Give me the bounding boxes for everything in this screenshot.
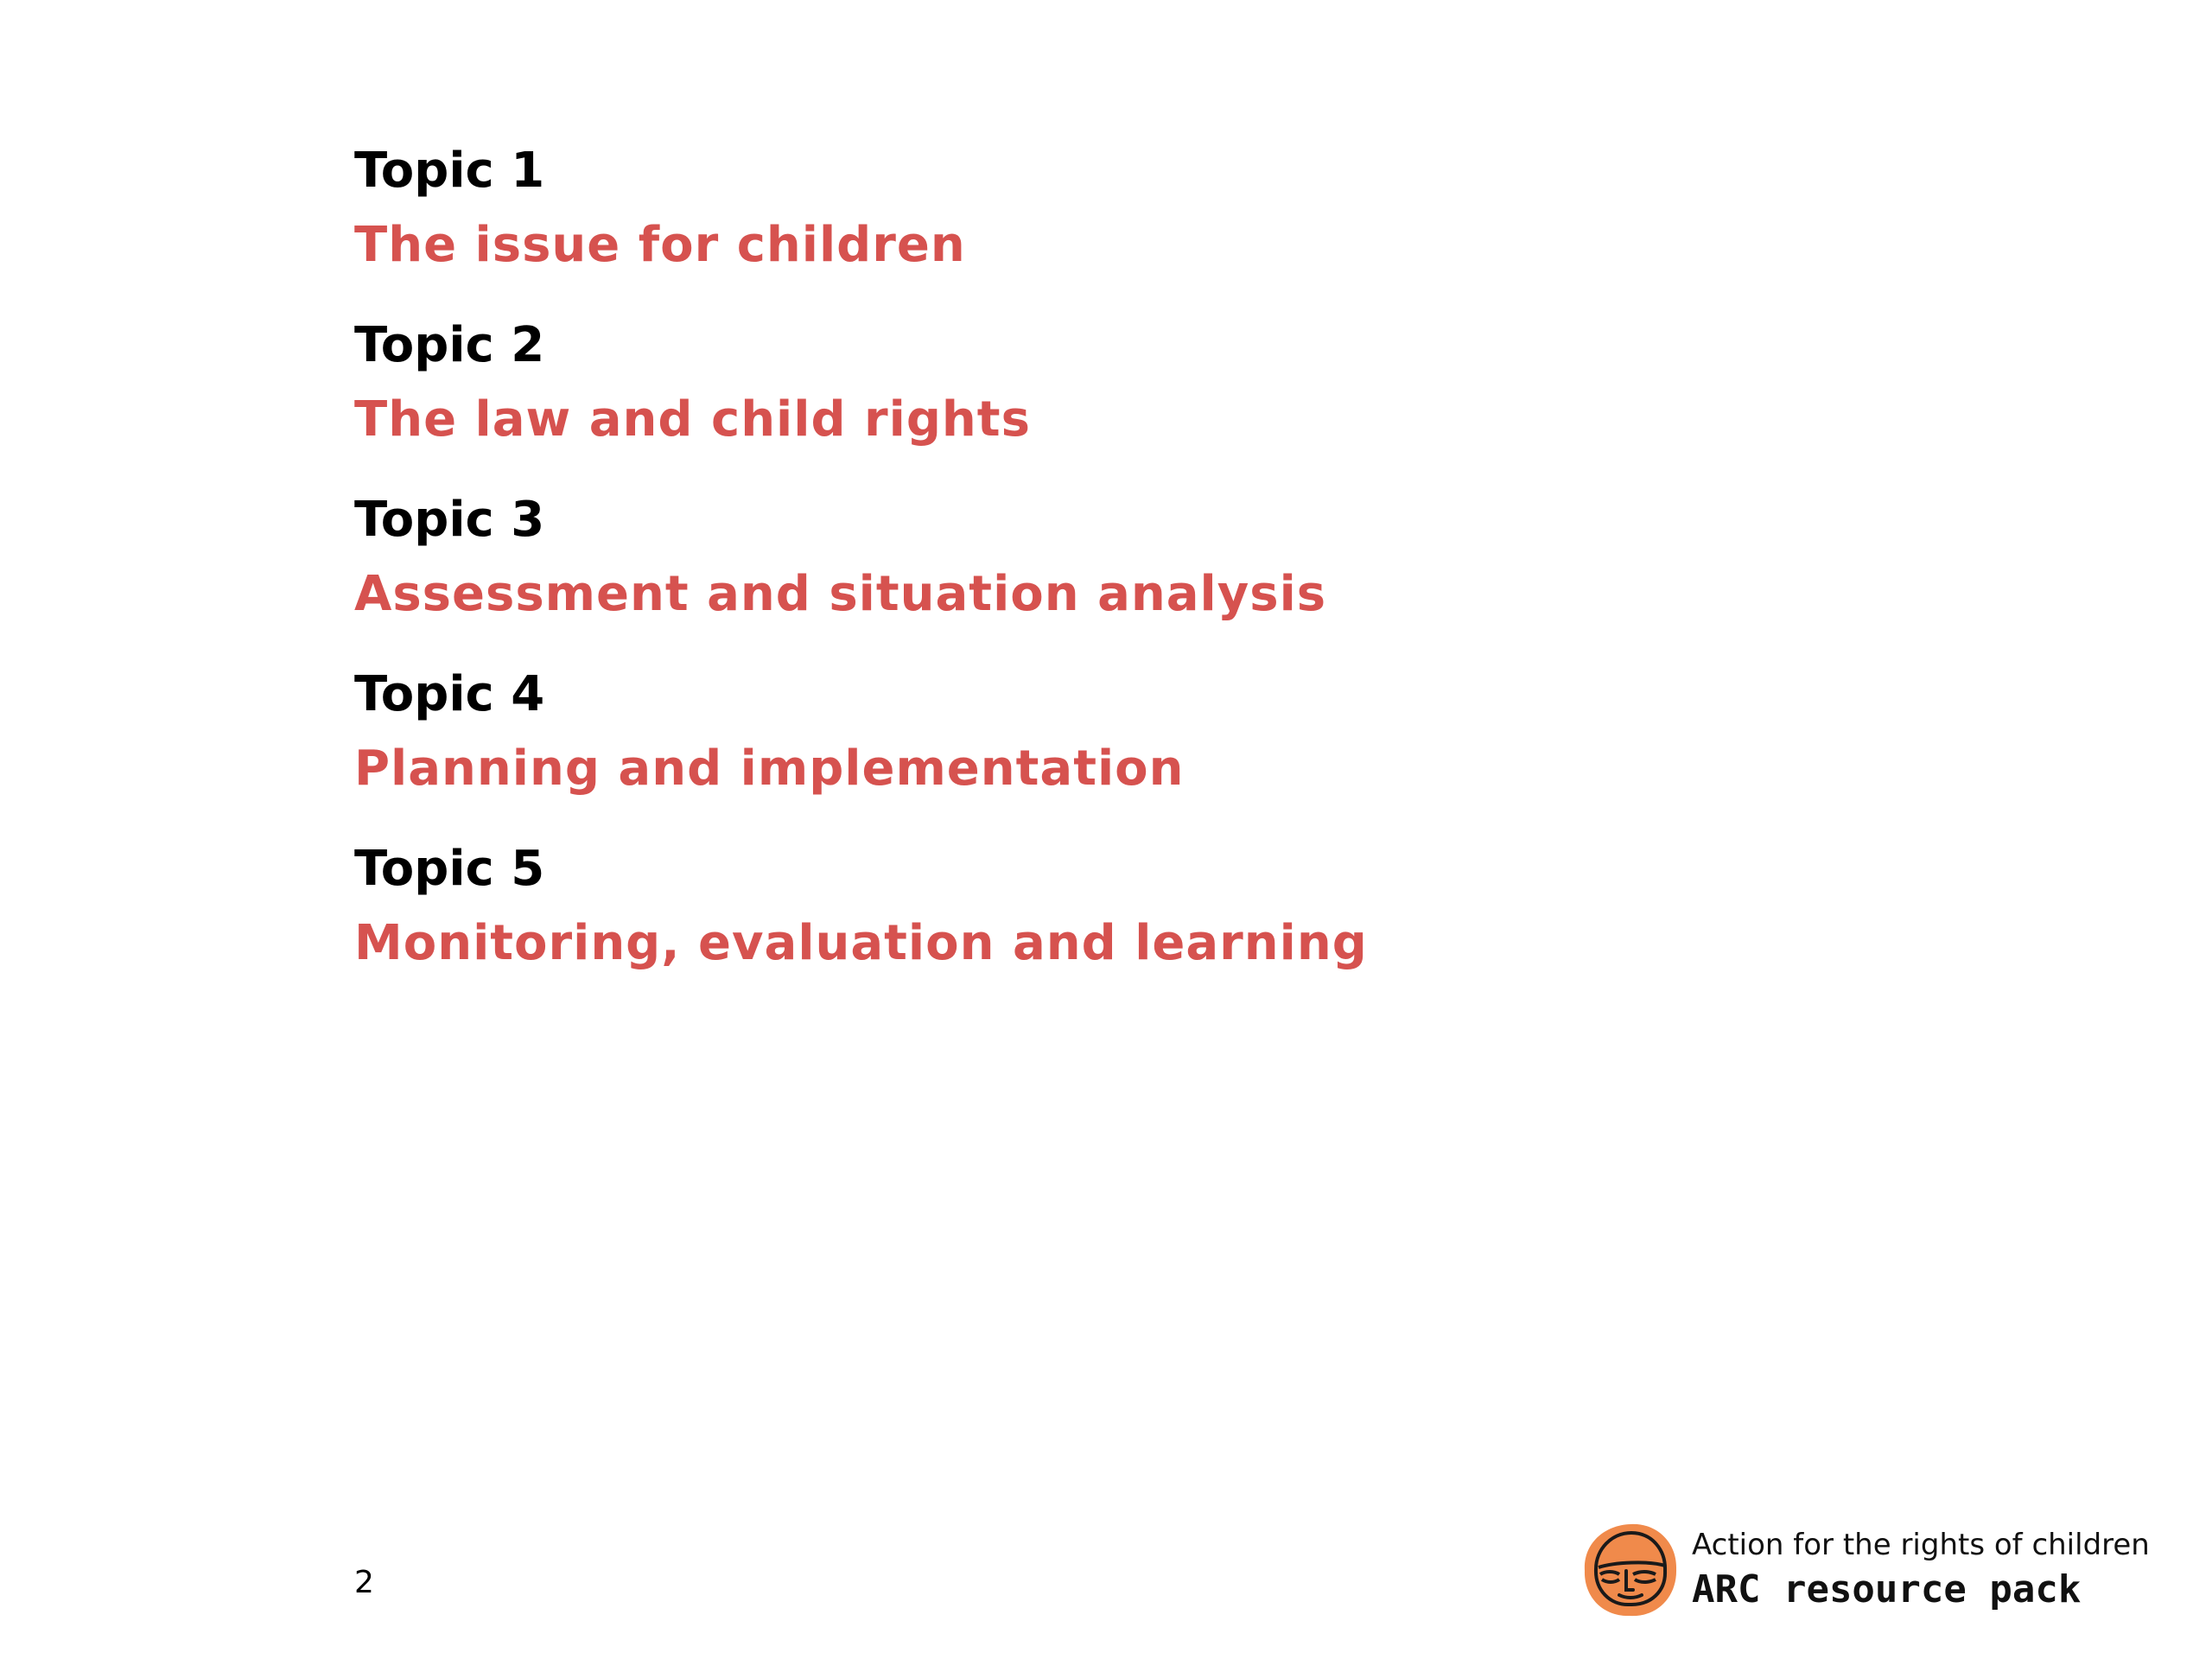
topic-heading: Topic 2: [354, 317, 545, 373]
topic-heading: Topic 3: [354, 492, 545, 548]
page-number: 2: [354, 1565, 374, 1600]
face-logo-icon: [1580, 1519, 1681, 1621]
topic-3: [354, 483, 1823, 632]
topic-heading: Topic 4: [354, 666, 545, 722]
topic-title: Assessment and situation analysis: [354, 566, 1327, 622]
topic-5: [354, 832, 1823, 981]
topic-title: The law and child rights: [354, 391, 1031, 448]
topic-heading: Topic 5: [354, 841, 545, 897]
arc-logo: [1580, 1519, 2150, 1623]
logo-tagline: Action for the rights of children: [1692, 1528, 2150, 1562]
topic-title: Monitoring, evaluation and learning: [354, 915, 1368, 971]
topic-4: [354, 658, 1823, 806]
topic-list: [354, 134, 1823, 1007]
topic-1: [354, 134, 1823, 283]
logo-name: ARC resource pack: [1692, 1567, 2082, 1611]
topic-title: The issue for children: [354, 217, 966, 273]
topic-heading: Topic 1: [354, 143, 545, 199]
topic-2: [354, 308, 1823, 457]
topic-title: Planning and implementation: [354, 741, 1185, 797]
